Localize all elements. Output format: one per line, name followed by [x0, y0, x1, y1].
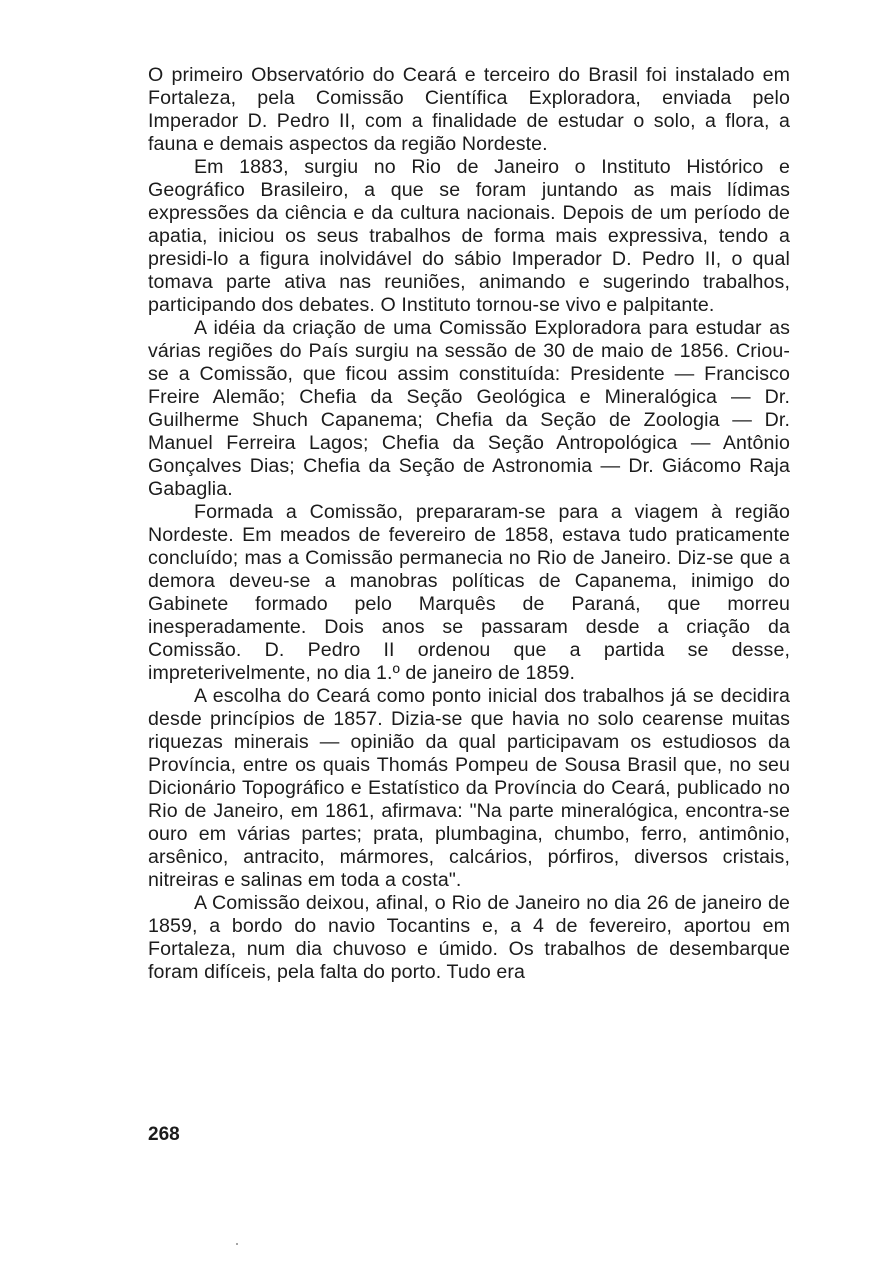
document-body	[148, 64, 790, 984]
paragraph-instituto-historico: Em 1883, surgiu no Rio de Janeiro o Instituto Histórico e Geográfico Brasileiro, a que se foram juntando as mais lídimas expressões da ciência e da cultura nacionais. Depois de um período de apatia, iniciou os seus trabalhos de forma mais expressiva, tendo a presidi-lo a figura inolvidável do sábio Imperador D. Pedro II, o qual tomava parte ativa nas reuniões, animando e sugerindo trabalhos, participando dos debates. O Instituto tornou-se vivo e palpitante.	[148, 156, 790, 316]
paragraph-escolha-ceara: A escolha do Ceará como ponto inicial dos trabalhos já se decidira desde princípios de 1857. Dizia-se que havia no solo cearense muitas riquezas minerais — opinião da qual participavam os estudiosos da Província, entre os quais Thomás Pompeu de Sousa Brasil que, no seu Dicionário Topográfico e Estatístico da Província do Ceará, publicado no Rio de Janeiro, em 1861, afirmava: "Na parte mineralógica, encontra-se ouro em várias partes; prata, plumbagina, chumbo, ferro, antimônio, arsênico, antracito, mármores, calcários, pórfiros, diversos cristais, nitreiras e salinas em toda a costa".	[148, 685, 790, 891]
paragraph-chegada-fortaleza: A Comissão deixou, afinal, o Rio de Janeiro no dia 26 de janeiro de 1859, a bordo do navio Tocantins e, a 4 de fevereiro, aportou em Fortaleza, num dia chuvoso e úmido. Os trabalhos de desembarque foram difíceis, pela falta do porto. Tudo era	[148, 892, 790, 983]
paragraph-observatorio: O primeiro Observatório do Ceará e terceiro do Brasil foi instalado em Fortaleza, pela Comissão Científica Exploradora, enviada pelo Imperador D. Pedro II, com a finalidade de estudar o solo, a flora, a fauna e demais aspectos da região Nordeste.	[148, 64, 790, 155]
scan-speck	[236, 1243, 238, 1245]
paragraph-comissao-exploradora: A idéia da criação de uma Comissão Exploradora para estudar as várias regiões do País surgiu na sessão de 30 de maio de 1856. Criou-se a Comissão, que ficou assim constituída: Presidente — Francisco Freire Alemão; Chefia da Seção Geológica e Mineralógica — Dr. Guilherme Shuch Capanema; Chefia da Seção de Zoologia — Dr. Manuel Ferreira Lagos; Chefia da Seção Antropológica — Antônio Gonçalves Dias; Chefia da Seção de Astronomia — Dr. Giácomo Raja Gabaglia.	[148, 317, 790, 500]
page-number: 268	[148, 1124, 180, 1145]
paragraph-preparativos-viagem: Formada a Comissão, prepararam-se para a viagem à região Nordeste. Em meados de fevereiro de 1858, estava tudo praticamente concluído; mas a Comissão permanecia no Rio de Janeiro. Diz-se que a demora deveu-se a manobras políticas de Capanema, inimigo do Gabinete formado pelo Marquês de Paraná, que morreu inesperadamente. Dois anos se passaram desde a criação da Comissão. D. Pedro II ordenou que a partida se desse, impreterivelmente, no dia 1.º de janeiro de 1859.	[148, 501, 790, 684]
